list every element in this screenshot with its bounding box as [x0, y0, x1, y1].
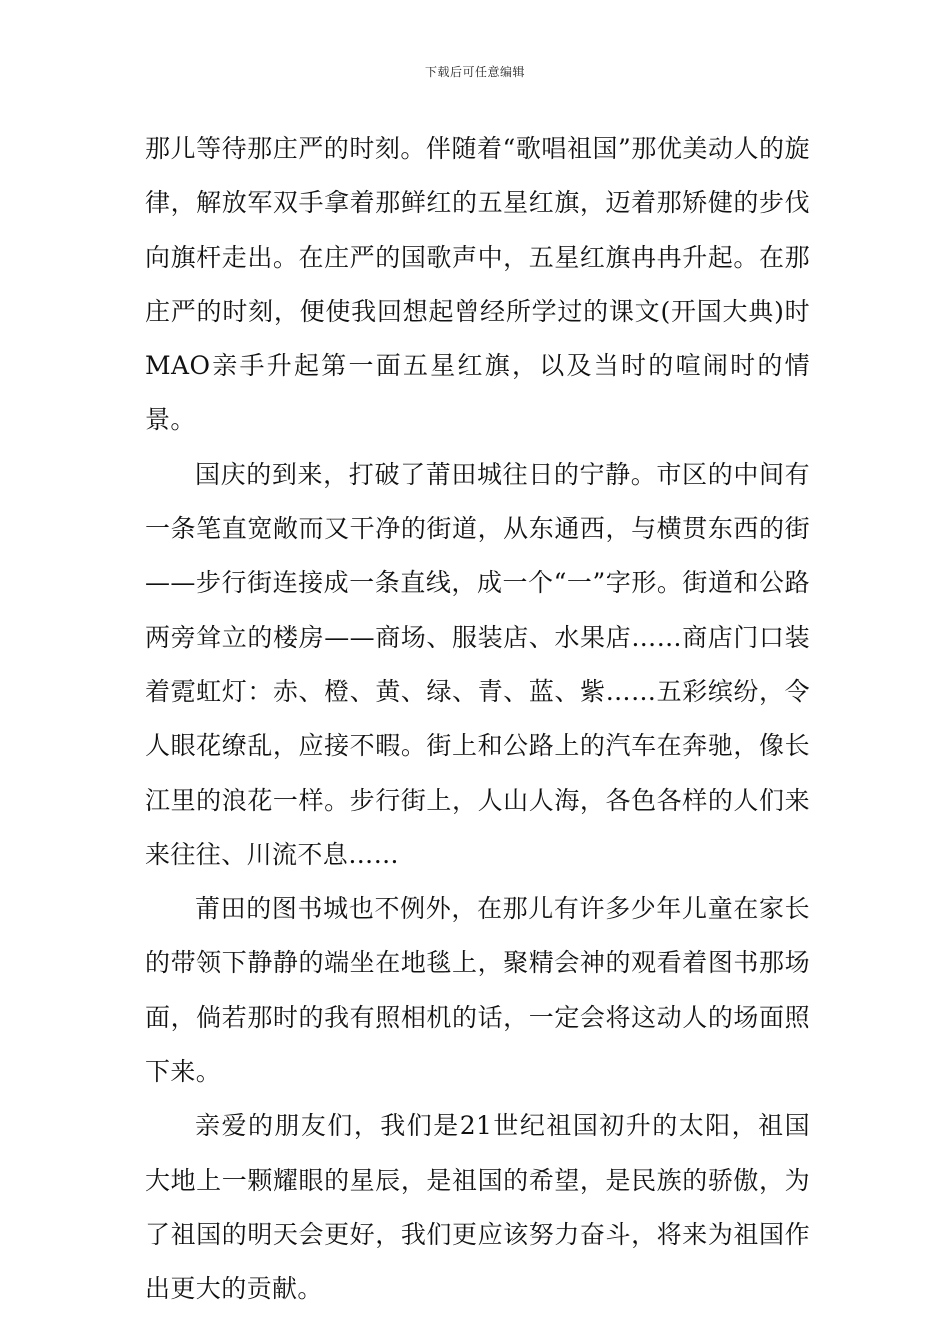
paragraph-closing: 亲爱的朋友们，我们是21世纪祖国初升的太阳，祖国大地上一颗耀眼的星辰，是祖国的希望，是民族的骄傲，为了祖国的明天会更好，我们更应该努力奋斗，将来为祖国作出更大的贡献。	[145, 1111, 810, 1304]
page-header: 下载后可任意编辑	[424, 65, 525, 79]
paragraph-book-city: 莆田的图书城也不例外，在那儿有许多少年儿童在家长的带领下静静的端坐在地毯上，聚精会神的观看着图书那场面，倘若那时的我有照相机的话，一定会将这动人的场面照下来。	[145, 894, 810, 1087]
document-body	[145, 122, 810, 1317]
paragraph-national-day-city: 国庆的到来，打破了莆田城往日的宁静。市区的中间有一条笔直宽敞而又干净的街道，从东通西，与横贯东西的街——步行街连接成一条直线，成一个“一”字形。街道和公路两旁耸立的楼房——商场、服装店、水果店……商店门口装着霓虹灯：赤、橙、黄、绿、青、蓝、紫……五彩缤纷，令人眼花缭乱，应接不暇。街上和公路上的汽车在奔驰，像长江里的浪花一样。步行街上，人山人海，各色各样的人们来来往往、川流不息……	[145, 459, 810, 869]
paragraph-continuation: 那儿等待那庄严的时刻。伴随着“歌唱祖国”那优美动人的旋律，解放军双手拿着那鲜红的五星红旗，迈着那矫健的步伐向旗杆走出。在庄严的国歌声中，五星红旗冉冉升起。在那庄严的时刻，便使我回想起曾经所学过的课文(开国大典)时MAO亲手升起第一面五星红旗，以及当时的喧闹时的情景。	[145, 134, 810, 435]
